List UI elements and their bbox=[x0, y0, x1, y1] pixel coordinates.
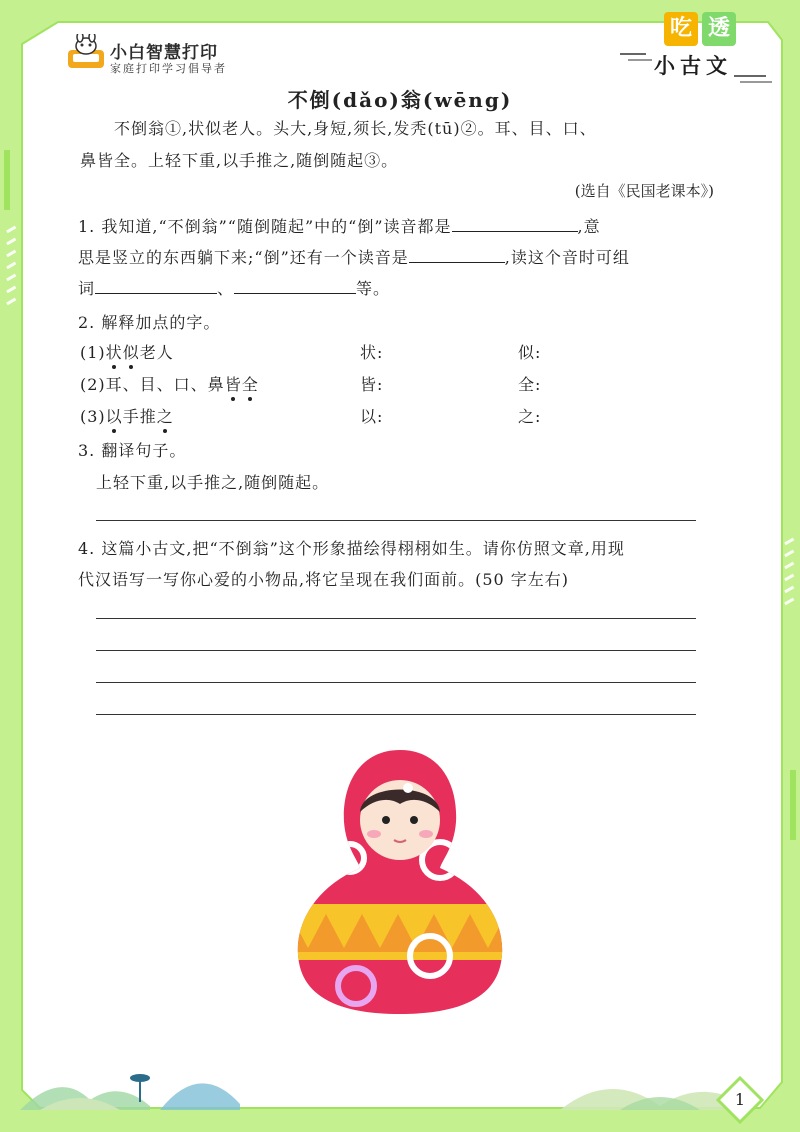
q2-item-3 bbox=[80, 402, 174, 432]
q2-item-3-answer-2[interactable]: 之: bbox=[518, 407, 542, 426]
q2-item-2-answer-1[interactable]: 皆: bbox=[360, 375, 384, 394]
q2-item-1 bbox=[80, 338, 174, 368]
tumbler-doll-illustration bbox=[290, 748, 510, 1018]
q1-text-e: 词 bbox=[78, 279, 96, 298]
q2-item-1-answer-1[interactable]: 状: bbox=[360, 343, 384, 362]
q2-item-3-middle: 手推 bbox=[122, 407, 157, 426]
q2-item-1-number: (1) bbox=[80, 343, 106, 362]
q1-text-b: ,意 bbox=[577, 217, 601, 236]
q4-answer-line-3[interactable] bbox=[96, 682, 696, 683]
brand-subtitle: 小古文 bbox=[654, 53, 732, 78]
passage-line-2: 鼻皆全。上轻下重,以手推之,随倒随起③。 bbox=[80, 151, 399, 170]
question-4-line-2: 代汉语写一写你心爱的小物品,将它呈现在我们面前。(50 字左右) bbox=[78, 570, 570, 589]
q2-item-1-dotted-char-1: 状 bbox=[105, 343, 123, 362]
passage-line-1: 不倒翁①,状似老人。头大,身短,须长,发秃(tū)②。耳、目、口、 bbox=[114, 119, 597, 138]
q2-item-3-dotted-char-1: 以 bbox=[105, 407, 123, 426]
logo-name: 小白智慧打印 bbox=[110, 43, 218, 63]
q1-blank-pronunciation[interactable] bbox=[452, 213, 578, 232]
q1-text-d: ,读这个音时可组 bbox=[504, 248, 630, 267]
q1-blank-word-2[interactable] bbox=[234, 275, 356, 294]
q4-answer-line-1[interactable] bbox=[96, 618, 696, 619]
page-number-badge bbox=[716, 1076, 764, 1124]
q2-item-2-dotted-char-1: 皆 bbox=[224, 375, 242, 394]
q2-item-3-dotted-char-2: 之 bbox=[156, 407, 174, 426]
passage-source: (选自《民国老课本》) bbox=[574, 182, 714, 200]
mountain-landscape-decor bbox=[0, 1040, 800, 1132]
bunny-printer-icon bbox=[66, 34, 106, 70]
series-brand bbox=[616, 12, 776, 82]
question-4-line-1: 4. 这篇小古文,把“不倒翁”这个形象描绘得栩栩如生。请你仿照文章,用现 bbox=[78, 539, 625, 558]
question-1-line-3 bbox=[78, 274, 390, 304]
q2-item-3-number: (3) bbox=[80, 407, 106, 426]
question-2-heading: 2. 解释加点的字。 bbox=[78, 313, 221, 332]
q1-sep: 、 bbox=[217, 279, 235, 298]
q1-text-f: 等。 bbox=[356, 279, 391, 298]
q2-item-1-answer-2[interactable]: 似: bbox=[518, 343, 542, 362]
page-number: 1 bbox=[734, 1090, 746, 1109]
q2-item-2 bbox=[80, 370, 259, 400]
q1-text-c: 思是竖立的东西躺下来;“倒”还有一个读音是 bbox=[78, 248, 409, 267]
logo-slogan: 家庭打印学习倡导者 bbox=[110, 62, 227, 75]
q2-item-1-dotted-char-2: 似 bbox=[122, 343, 140, 362]
question-3-heading: 3. 翻译句子。 bbox=[78, 441, 187, 460]
brand-char-eat: 吃 bbox=[664, 12, 698, 46]
q4-answer-line-4[interactable] bbox=[96, 714, 696, 715]
q2-item-2-lead: 耳、目、口、鼻 bbox=[105, 375, 225, 394]
q2-item-3-answer-1[interactable]: 以: bbox=[360, 407, 384, 426]
q3-answer-line[interactable] bbox=[96, 520, 696, 521]
question-3-sentence: 上轻下重,以手推之,随倒随起。 bbox=[96, 473, 330, 492]
page-title: 不倒(dǎo)翁(wēng) bbox=[287, 88, 513, 112]
q2-item-2-dotted-char-2: 全 bbox=[241, 375, 259, 394]
q2-item-2-answer-2[interactable]: 全: bbox=[518, 375, 542, 394]
question-1-line-2 bbox=[78, 243, 630, 273]
question-1-line-1 bbox=[78, 212, 601, 242]
q4-answer-line-2[interactable] bbox=[96, 650, 696, 651]
q1-text-a: 1. 我知道,“不倒翁”“随倒随起”中的“倒”读音都是 bbox=[78, 217, 452, 236]
q1-blank-second-pronunciation[interactable] bbox=[409, 244, 505, 263]
q2-item-1-rest: 老人 bbox=[139, 343, 174, 362]
brand-char-through: 透 bbox=[702, 12, 736, 46]
brand-logo bbox=[66, 28, 236, 78]
q2-item-2-number: (2) bbox=[80, 375, 106, 394]
q1-blank-word-1[interactable] bbox=[95, 275, 217, 294]
